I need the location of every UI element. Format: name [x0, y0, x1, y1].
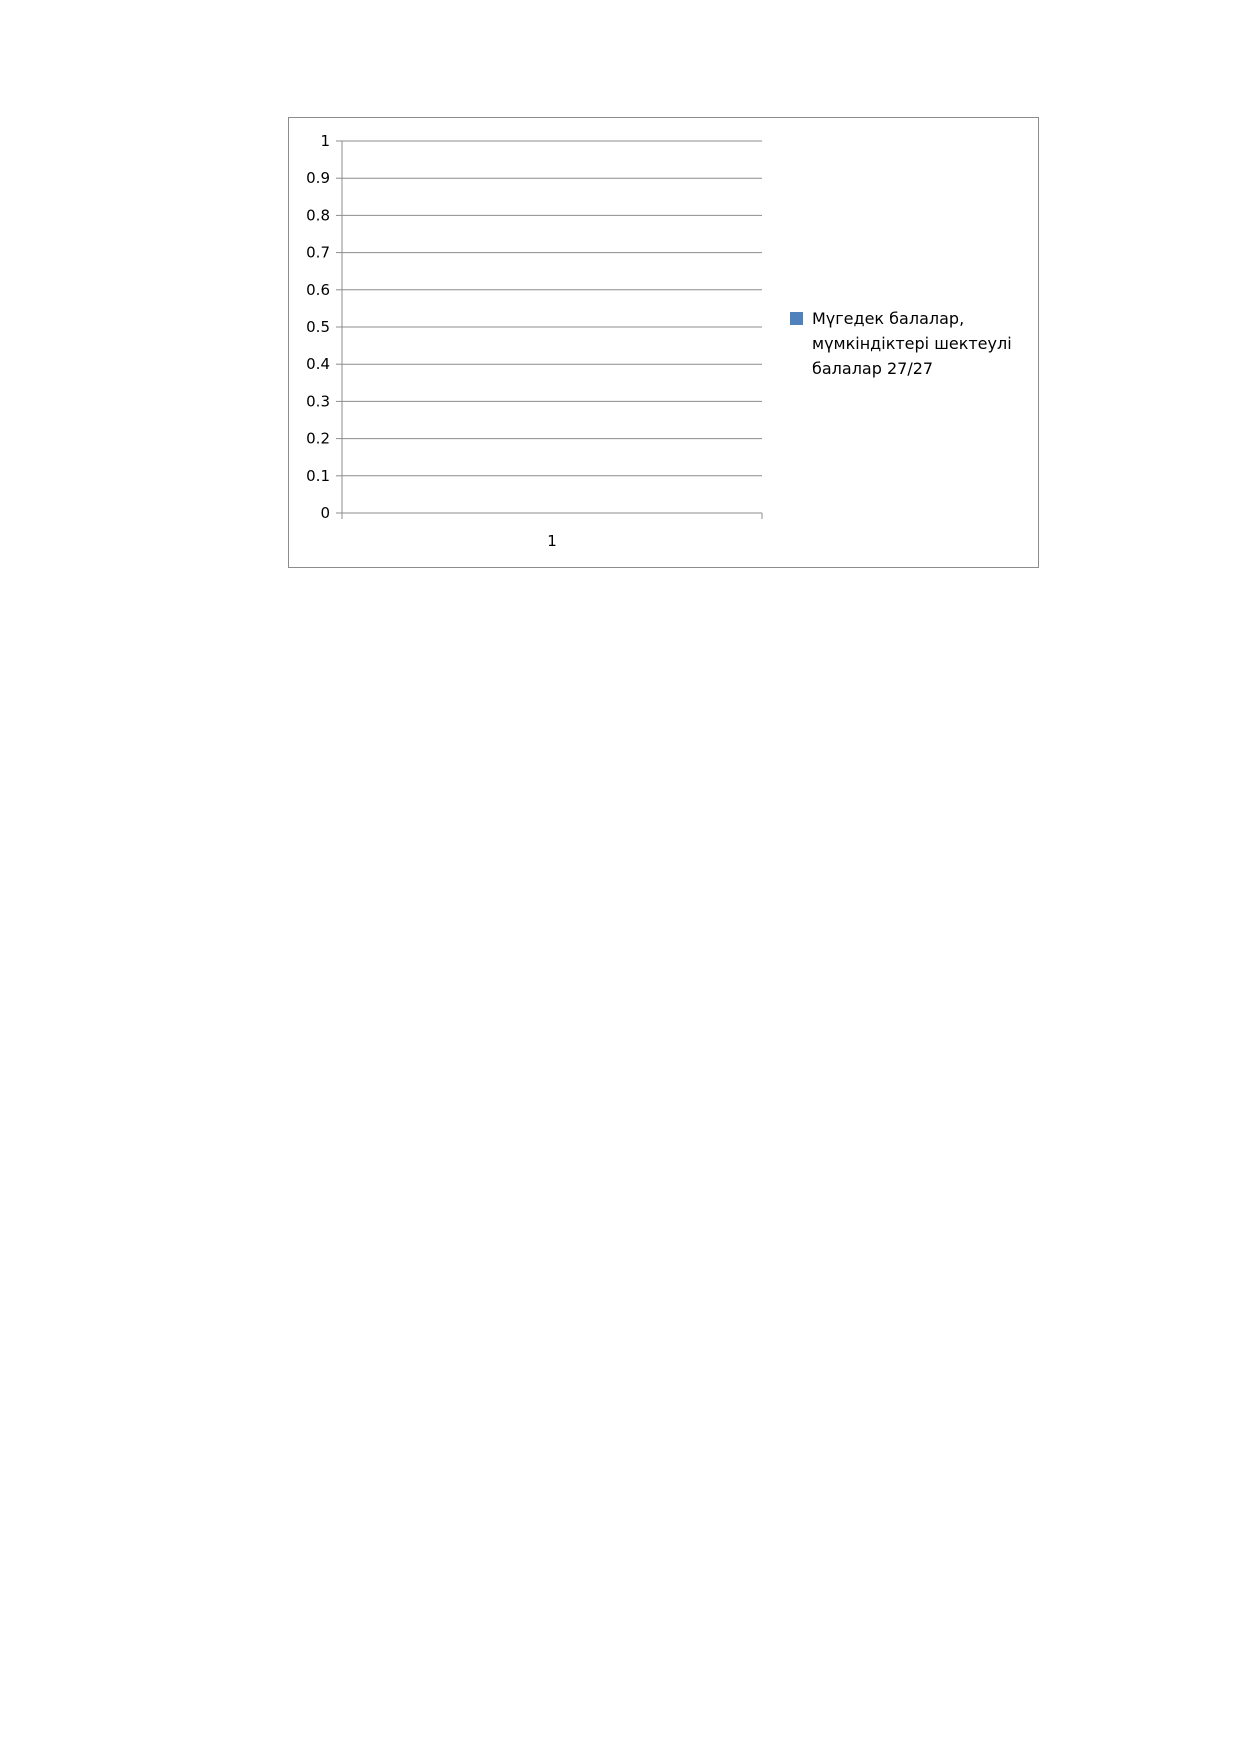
legend-label-line: мүмкіндіктері шектеулі	[812, 334, 1012, 353]
y-tick-label: 0.7	[306, 243, 330, 262]
y-tick-label: 0	[320, 504, 330, 522]
y-tick-label: 0.9	[306, 169, 330, 188]
y-tick-label: 0.8	[306, 206, 330, 225]
y-tick-label: 1	[320, 132, 330, 150]
gridlines	[342, 141, 762, 476]
y-tick-label: 0.3	[306, 392, 330, 411]
y-tick-labels	[306, 132, 342, 522]
y-tick-label: 0.5	[306, 318, 330, 336]
x-tick-labels	[342, 513, 762, 550]
legend-label-line: Мүгедек балалар,	[812, 309, 965, 328]
y-tick-label: 0.6	[306, 280, 330, 299]
legend	[790, 309, 1012, 378]
legend-swatch	[790, 312, 803, 325]
legend-label-line: балалар 27/27	[812, 359, 934, 378]
y-tick-label: 0.1	[306, 466, 330, 485]
x-tick-label: 1	[547, 532, 557, 550]
y-tick-label: 0.4	[306, 355, 330, 374]
y-tick-label: 0.2	[306, 429, 330, 448]
